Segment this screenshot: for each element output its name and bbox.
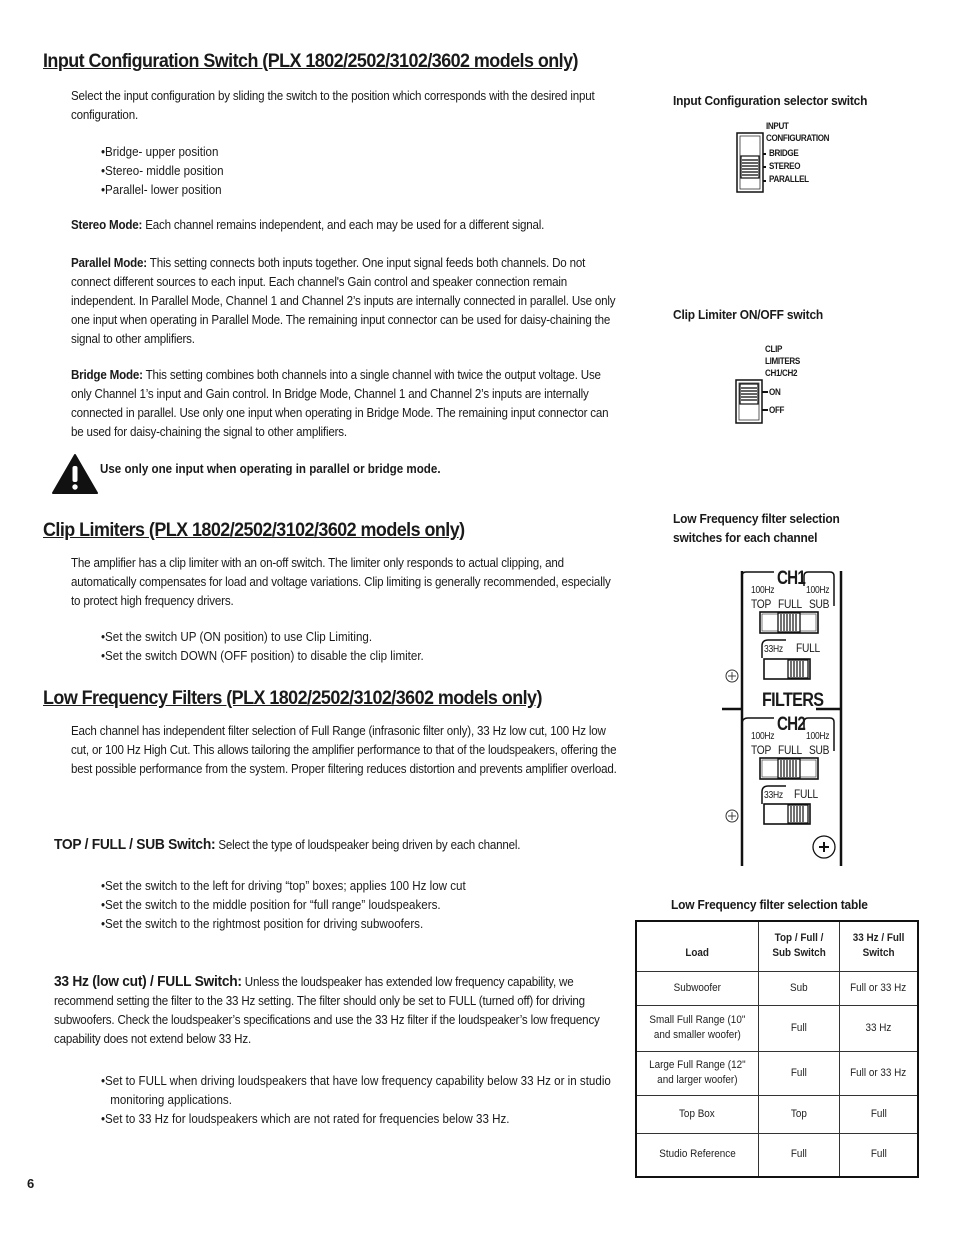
header-text: 33 Hz / Full Switch xyxy=(852,932,905,960)
ch2-33hz-label: 33Hz xyxy=(764,790,783,801)
bridge-mode-label: Bridge Mode: xyxy=(71,368,143,382)
switch-label-bridge: BRIDGE xyxy=(769,148,799,159)
ch2-sub-label: SUB xyxy=(809,743,830,757)
ch2-full-label: FULL xyxy=(778,743,802,757)
ch1-top-label: TOP xyxy=(751,597,772,611)
table-cell: Subwoofer xyxy=(636,971,758,1005)
low-freq-heading: Low Frequency Filters (PLX 1802/2502/3102/3602 models only) xyxy=(43,687,542,709)
table-cell: Full xyxy=(839,1095,918,1133)
table-cell: Full xyxy=(758,1051,839,1095)
table-row xyxy=(636,1095,918,1133)
parallel-mode-text: This setting connects both inputs together. One input signal feeds both channels. Do not connect different sources to each input. Each channel's Gain control and speaker connection remain independent. In Parallel Mode, Channel 1 and Channel 2’s inputs are internally connected in parallel. Use only one input when operating in Parallel Mode. The remaining input connector can be used for daisy-chaining the signal to other amplifiers. xyxy=(71,256,616,346)
table-cell: Small Full Range (10" and smaller woofer) xyxy=(636,1005,758,1051)
hz-text: Unless the loudspeaker has extended low frequency capability, we recommend setting the filter to the 33 Hz setting. The filter should only be set to FULL (turned off) for driving subwoofers. Check the loudspeaker’s specifications and use the 33 Hz filter if the loudspeaker’s low frequency capability does not extend below 33 Hz. xyxy=(54,975,600,1046)
ch2-100hz-right: 100Hz xyxy=(806,731,830,742)
switch-label-stereo: STEREO xyxy=(769,161,801,172)
ch1-sub-label: SUB xyxy=(809,597,830,611)
hz-paragraph xyxy=(54,972,621,1049)
clip-limiter-label-top xyxy=(765,344,800,380)
filter-caption-line: switches for each channel xyxy=(673,530,818,545)
clip-limiter-caption: Clip Limiter ON/OFF switch xyxy=(673,307,824,322)
tfs-bullets xyxy=(101,877,466,934)
table-cell: Full xyxy=(839,1133,918,1177)
ch1-full-switch-label: FULL xyxy=(796,641,820,655)
filter-caption xyxy=(673,509,840,547)
ch2-label: CH2 xyxy=(777,714,806,735)
input-config-label-top xyxy=(766,121,829,145)
header-text: Top / Full / Sub Switch xyxy=(772,932,826,960)
header-text: Load xyxy=(685,946,710,959)
table-header-tfs xyxy=(758,921,839,971)
input-config-bullets xyxy=(101,143,224,200)
ch1-33hz-label: 33Hz xyxy=(764,644,783,655)
list-item: •Parallel- lower position xyxy=(101,183,222,197)
warning-text: Use only one input when operating in parallel or bridge mode. xyxy=(100,462,441,476)
tfs-label: TOP / FULL / SUB Switch: xyxy=(54,836,216,853)
table-cell: Sub xyxy=(758,971,839,1005)
table-cell: Large Full Range (12" and larger woofer) xyxy=(636,1051,758,1095)
filters-label: FILTERS xyxy=(762,690,824,711)
table-cell: Full or 33 Hz xyxy=(839,971,918,1005)
list-item: •Set the switch DOWN (OFF position) to disable the clip limiter. xyxy=(101,649,424,663)
table-cell: Full xyxy=(758,1005,839,1051)
input-config-intro: Select the input configuration by sliding the switch to the position which corresponds with the desired input configuration. xyxy=(71,89,595,122)
ch1-100hz-right: 100Hz xyxy=(806,585,830,596)
bridge-mode-text: This setting combines both channels into a single channel with twice the output voltage. Use only Channel 1’s input and Gain control. In Bridge Mode, Channel 1 and Channel 2’s inputs are internally connected in parallel. Use only one input when operating in Bridge Mode. The remaining input connector can be used for daisy-chaining the signal to other amplifiers. xyxy=(71,368,609,439)
input-config-switch-graphic xyxy=(736,132,766,194)
parallel-mode-paragraph xyxy=(71,254,619,349)
bridge-mode-paragraph xyxy=(71,366,619,442)
table-row xyxy=(636,971,918,1005)
ch2-top-label: TOP xyxy=(751,743,772,757)
hz-bullets xyxy=(101,1072,621,1129)
list-item: •Set to FULL when driving loudspeakers that have low frequency capability below 33 Hz or in studio monitoring applications. xyxy=(101,1074,611,1107)
table-row xyxy=(636,1005,918,1051)
clip-limiters-heading: Clip Limiters (PLX 1802/2502/3102/3602 models only) xyxy=(43,519,465,541)
switch-label: CH1/CH2 xyxy=(765,368,798,379)
stereo-mode-text: Each channel remains independent, and each may be used for a different signal. xyxy=(142,218,545,232)
list-item: •Set the switch to the rightmost position for driving subwoofers. xyxy=(101,917,424,931)
switch-label: INPUT xyxy=(766,121,789,132)
table-header-row xyxy=(636,921,918,971)
input-config-positions xyxy=(769,148,809,187)
list-item: •Set to 33 Hz for loudspeakers which are not rated for frequencies below 33 Hz. xyxy=(101,1112,510,1126)
tfs-text: Select the type of loudspeaker being driven by each channel. xyxy=(215,838,521,852)
table-row xyxy=(636,1133,918,1177)
clip-limiters-intro: The amplifier has a clip limiter with an on-off switch. The limiter only responds to actual clipping, and automatically compensates for load and voltage variations. Clip limiting is generally recommended, especially to protect high frequency drivers. xyxy=(71,556,611,608)
parallel-mode-label: Parallel Mode: xyxy=(71,256,147,270)
warning-icon xyxy=(52,453,98,495)
list-item: •Set the switch to the middle position for “full range” loudspeakers. xyxy=(101,898,441,912)
stereo-mode-label: Stereo Mode: xyxy=(71,218,143,232)
tfs-paragraph xyxy=(54,835,624,855)
low-freq-intro: Each channel has independent filter selection of Full Range (infrasonic filter only), 33 Hz low cut, 100 Hz low cut, or 100 Hz High Cut. This allows tailoring the amplifier performance to that of the loudspeakers, offering the best possible performance from the system. Proper filtering reduces distortion and prevents amplifier overload. xyxy=(71,724,617,776)
table-cell: Full or 33 Hz xyxy=(839,1051,918,1095)
list-item: •Set the switch to the left for driving “top” boxes; applies 100 Hz low cut xyxy=(101,879,466,893)
input-config-heading: Input Configuration Switch (PLX 1802/2502/3102/3602 models only) xyxy=(43,50,578,72)
switch-label: CLIP xyxy=(765,344,783,355)
table-cell: Studio Reference xyxy=(636,1133,758,1177)
switch-label-parallel: PARALLEL xyxy=(769,174,809,185)
table-caption: Low Frequency filter selection table xyxy=(671,897,868,912)
ch1-label: CH1 xyxy=(777,568,806,589)
ch2-100hz-left: 100Hz xyxy=(751,731,775,742)
page-number: 6 xyxy=(27,1176,35,1191)
clip-limiter-switch-graphic xyxy=(735,379,769,425)
list-item: •Stereo- middle position xyxy=(101,164,224,178)
table-header-load xyxy=(636,921,758,971)
input-config-caption: Input Configuration selector switch xyxy=(673,93,868,108)
switch-label: CONFIGURATION xyxy=(766,133,830,144)
table-header-33hz xyxy=(839,921,918,971)
table-cell: 33 Hz xyxy=(839,1005,918,1051)
table-row xyxy=(636,1051,918,1095)
table-cell: Top xyxy=(758,1095,839,1133)
table-cell: Full xyxy=(758,1133,839,1177)
filter-caption-line: Low Frequency filter selection xyxy=(673,511,840,526)
low-freq-filter-table xyxy=(635,920,919,1178)
hz-label: 33 Hz (low cut) / FULL Switch: xyxy=(54,973,242,990)
clip-limiter-off-label: OFF xyxy=(769,405,785,416)
switch-label: LIMITERS xyxy=(765,356,800,367)
ch1-100hz-left: 100Hz xyxy=(751,585,775,596)
list-item: •Set the switch UP (ON position) to use Clip Limiting. xyxy=(101,630,373,644)
stereo-mode-paragraph xyxy=(71,216,623,235)
ch2-full-switch-label: FULL xyxy=(794,787,818,801)
table-cell: Top Box xyxy=(636,1095,758,1133)
list-item: •Bridge- upper position xyxy=(101,145,219,159)
clip-limiter-on-label: ON xyxy=(769,387,781,398)
ch1-full-label: FULL xyxy=(778,597,802,611)
clip-limiters-bullets xyxy=(101,628,424,666)
